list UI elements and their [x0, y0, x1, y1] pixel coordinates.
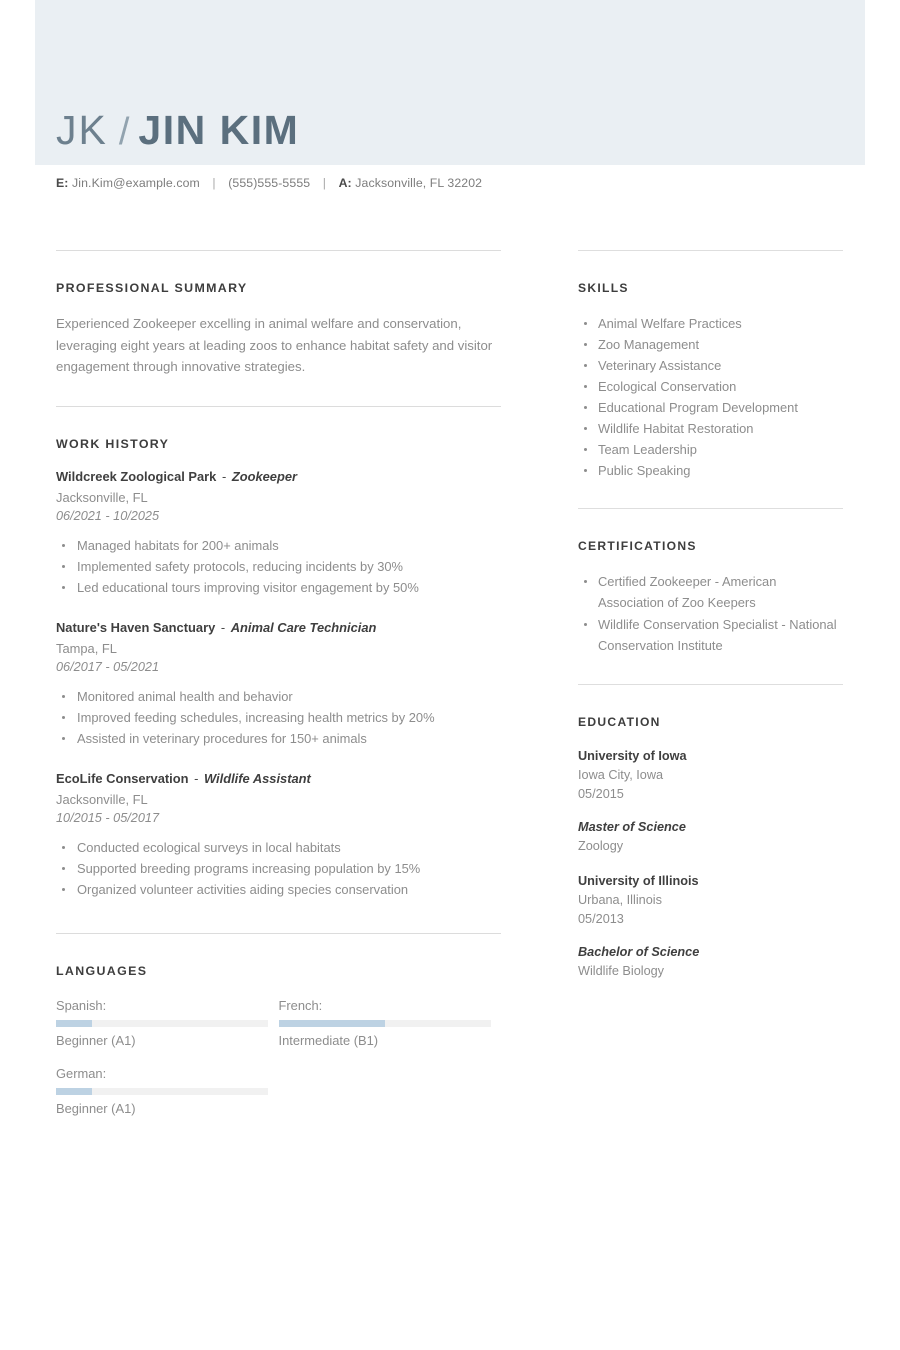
email-value[interactable]: Jin.Kim@example.com	[72, 176, 200, 190]
name-separator: /	[118, 111, 130, 153]
education-field: Zoology	[578, 839, 624, 853]
address-value: Jacksonville, FL 32202	[355, 176, 483, 190]
skill-item: Public Speaking	[578, 460, 843, 481]
job-role: Zookeeper	[231, 468, 298, 484]
divider-certifications	[578, 508, 843, 509]
name-initials: JK	[56, 107, 108, 153]
job-bullet: Monitored animal health and behavior	[56, 686, 501, 707]
job-bullet: Led educational tours improving visitor engagement by 50%	[56, 577, 501, 598]
skill-item: Ecological Conservation	[578, 376, 843, 397]
language-level: Beginner (A1)	[56, 1100, 136, 1116]
job-dash: -	[194, 770, 199, 786]
language-proficiency-fill	[279, 1020, 385, 1027]
language-name: German:	[56, 1065, 107, 1081]
job-bullet-list	[56, 535, 501, 598]
language-level: Beginner (A1)	[56, 1032, 136, 1048]
page-title	[56, 107, 300, 153]
header-banner	[35, 0, 865, 165]
education-location: Urbana, Illinois	[578, 893, 662, 907]
job-dates: 06/2017 - 05/2021	[56, 659, 159, 674]
skill-item: Wildlife Habitat Restoration	[578, 418, 843, 439]
job-dates: 10/2015 - 05/2017	[56, 810, 159, 825]
job-dates: 06/2021 - 10/2025	[56, 508, 159, 523]
language-proficiency-fill	[56, 1088, 92, 1095]
education-location: Iowa City, Iowa	[578, 768, 664, 782]
job-heading	[56, 771, 501, 786]
job-dash: -	[221, 468, 227, 484]
skill-item: Team Leadership	[578, 439, 843, 460]
divider-education	[578, 684, 843, 685]
skill-item: Educational Program Development	[578, 397, 843, 418]
language-name: Spanish:	[56, 997, 107, 1013]
job-bullet: Supported breeding programs increasing population by 15%	[56, 858, 501, 879]
job-role: Animal Care Technician	[230, 619, 377, 635]
left-column	[56, 250, 501, 1132]
job-bullet: Organized volunteer activities aiding species conservation	[56, 879, 501, 900]
work-history-entry	[56, 469, 501, 598]
job-dash: -	[220, 619, 226, 635]
skill-item: Veterinary Assistance	[578, 355, 843, 376]
job-bullet: Managed habitats for 200+ animals	[56, 535, 501, 556]
education-date: 05/2013	[578, 912, 624, 926]
languages-grid	[56, 996, 501, 1132]
language-item	[56, 996, 279, 1051]
language-name: French:	[278, 997, 323, 1013]
education-entry	[578, 747, 843, 856]
job-bullet: Assisted in veterinary procedures for 150+ animals	[56, 728, 501, 749]
job-location: Jacksonville, FL	[56, 489, 148, 505]
job-bullet: Implemented safety protocols, reducing incidents by 30%	[56, 556, 501, 577]
section-title-skills: SKILLS	[578, 281, 629, 295]
job-bullet-list	[56, 837, 501, 900]
section-title-summary: PROFESSIONAL SUMMARY	[56, 281, 248, 295]
job-heading	[56, 620, 501, 635]
divider-summary	[56, 250, 501, 251]
language-proficiency-bar	[56, 1088, 268, 1095]
section-title-languages: LANGUAGES	[56, 963, 148, 978]
language-proficiency-bar	[56, 1020, 268, 1027]
job-heading	[56, 469, 501, 484]
education-date: 05/2015	[578, 787, 624, 801]
certifications-list	[578, 571, 843, 656]
job-company: Nature's Haven Sanctuary	[56, 619, 216, 635]
job-location: Tampa, FL	[56, 640, 117, 656]
section-title-work-history: WORK HISTORY	[56, 436, 170, 451]
divider-skills	[578, 250, 843, 251]
education-degree: Bachelor of Science	[578, 945, 700, 959]
education-degree: Master of Science	[578, 820, 686, 834]
name-full: JIN KIM	[138, 107, 300, 153]
contact-separator-2: |	[322, 176, 327, 190]
certification-item: Wildlife Conservation Specialist - National Conservation Institute	[578, 614, 843, 656]
skills-list	[578, 313, 843, 481]
phone-value[interactable]: (555)555-5555	[228, 176, 311, 190]
job-company: Wildcreek Zoological Park	[56, 468, 217, 484]
right-column	[578, 250, 843, 997]
section-title-education: EDUCATION	[578, 715, 661, 729]
certification-item: Certified Zookeeper - American Association of Zoo Keepers	[578, 571, 843, 613]
language-proficiency-bar	[279, 1020, 491, 1027]
language-item	[56, 1064, 279, 1119]
language-level: Intermediate (B1)	[278, 1032, 379, 1048]
address-label: A:	[338, 176, 352, 190]
education-school: University of Iowa	[578, 749, 687, 763]
job-bullet: Conducted ecological surveys in local habitats	[56, 837, 501, 858]
job-role: Wildlife Assistant	[204, 770, 311, 786]
job-location: Jacksonville, FL	[56, 791, 148, 807]
education-field: Wildlife Biology	[578, 964, 665, 978]
contact-line	[56, 176, 482, 190]
divider-languages	[56, 933, 501, 934]
contact-separator-1: |	[212, 176, 216, 190]
education-school: University of Illinois	[578, 874, 699, 888]
language-item	[279, 996, 502, 1051]
divider-work-history	[56, 406, 501, 407]
job-company: EcoLife Conservation	[56, 770, 189, 786]
summary-text: Experienced Zookeeper excelling in animal welfare and conservation, leveraging eight years at leading zoos to enhance habitat safety and visitor engagement through innovative strategies.	[56, 316, 493, 374]
job-bullet-list	[56, 686, 501, 749]
work-history-entry	[56, 620, 501, 749]
work-history-entry	[56, 771, 501, 900]
language-proficiency-fill	[56, 1020, 92, 1027]
job-bullet: Improved feeding schedules, increasing health metrics by 20%	[56, 707, 501, 728]
email-label: E:	[56, 176, 69, 190]
skill-item: Zoo Management	[578, 334, 843, 355]
skill-item: Animal Welfare Practices	[578, 313, 843, 334]
section-title-certifications: CERTIFICATIONS	[578, 539, 697, 553]
education-entry	[578, 872, 843, 981]
